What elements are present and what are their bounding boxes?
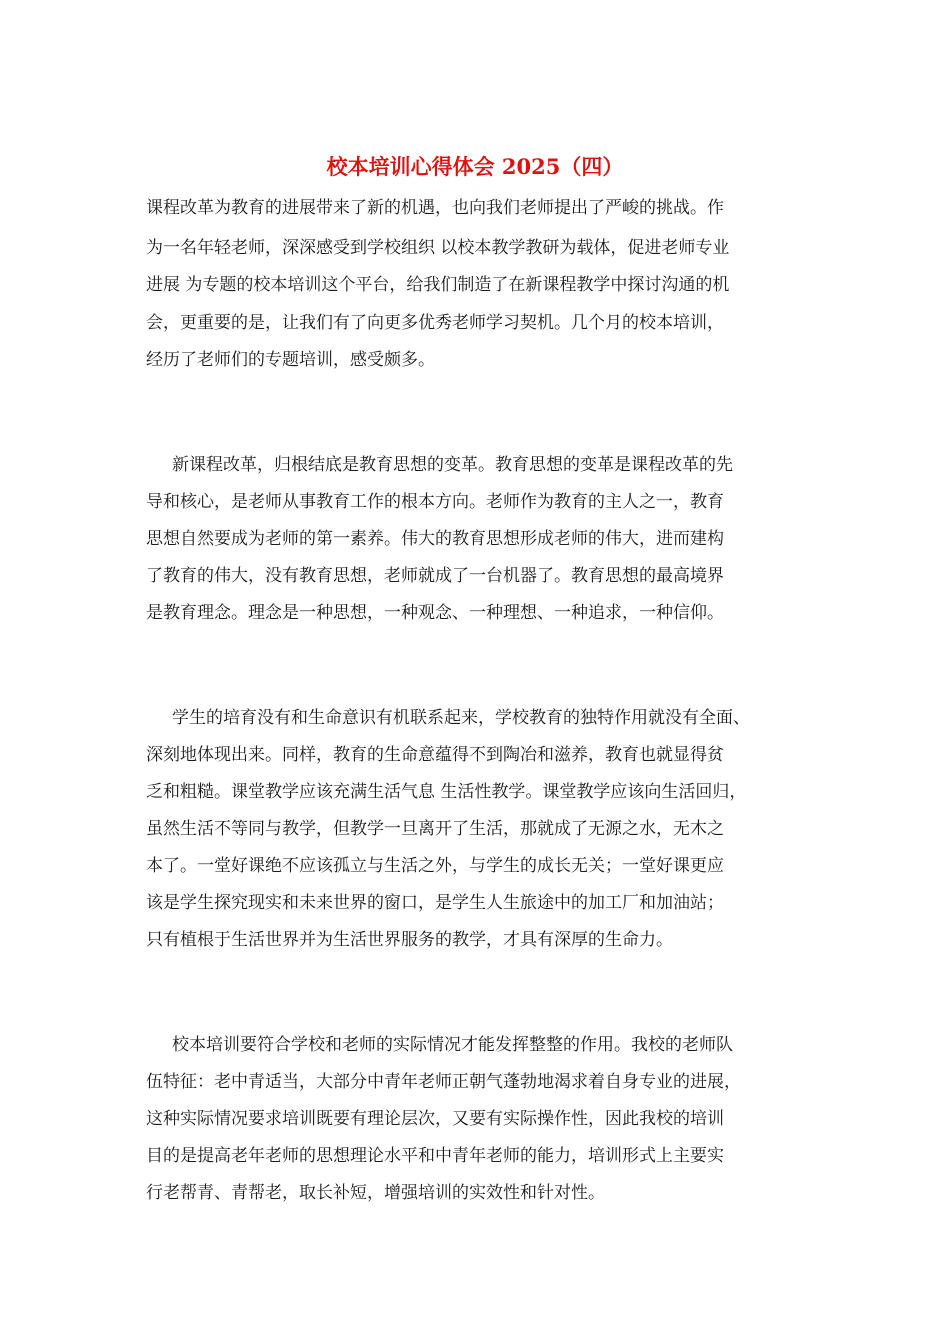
paragraph-1-line-4: 会，更重要的是，让我们有了向更多优秀老师学习契机。几个月的校本培训， (146, 313, 724, 333)
paragraph-3-line-6: 该是学生探究现实和未来世界的窗口，是学生人生旅途中的加工厂和加油站； (146, 893, 724, 913)
paragraph-1-line-1: 课程改革为教育的进展带来了新的机遇，也向我们老师提出了严峻的挑战。作 (146, 198, 724, 218)
paragraph-2-line-5: 是教育理念。理念是一种思想，一种观念、一种理想、一种追求，一种信仰。 (146, 603, 724, 623)
paragraph-1-line-3: 进展 为专题的校本培训这个平台，给我们制造了在新课程教学中探讨沟通的机 (146, 275, 730, 295)
paragraph-4-line-1: 校本培训要符合学校和老师的实际情况才能发挥整整的作用。我校的老师队 (172, 1035, 733, 1055)
paragraph-3-line-7: 只有植根于生活世界并为生活世界服务的教学，才具有深厚的生命力。 (146, 930, 673, 950)
paragraph-1-line-2: 为一名年轻老师，深深感受到学校组织 以校本教学教研为载体，促进老师专业 (146, 238, 730, 258)
paragraph-4-line-3: 这种实际情况要求培训既要有理论层次，又要有实际操作性，因此我校的培训 (146, 1109, 724, 1129)
document-title: 校本培训心得体会 2025（四） (326, 154, 624, 179)
paragraph-3-line-1: 学生的培育没有和生命意识有机联系起来，学校教育的独特作用就没有全面、 (172, 708, 750, 728)
paragraph-3-line-2: 深刻地体现出来。同样，教育的生命意蕴得不到陶冶和滋养，教育也就显得贫 (146, 745, 724, 765)
paragraph-3-line-5: 本了。一堂好课绝不应该孤立与生活之外，与学生的成长无关；一堂好课更应 (146, 856, 724, 876)
paragraph-4-line-4: 目的是提高老年老师的思想理论水平和中青年老师的能力，培训形式上主要实 (146, 1146, 724, 1166)
paragraph-3-line-3: 乏和粗糙。课堂教学应该充满生活气息 生活性教学。课堂教学应该向生活回归， (146, 782, 747, 802)
paragraph-4-line-5: 行老帮青、青帮老，取长补短，增强培训的实效性和针对性。 (146, 1183, 605, 1203)
paragraph-1-line-5: 经历了老师们的专题培训，感受颇多。 (146, 350, 435, 370)
paragraph-2-line-2: 导和核心，是老师从事教育工作的根本方向。老师作为教育的主人之一，教育 (146, 492, 724, 512)
paragraph-2-line-3: 思想自然要成为老师的第一素养。伟大的教育思想形成老师的伟大，进而建构 (146, 529, 724, 549)
paragraph-4-line-2: 伍特征：老中青适当，大部分中青年老师正朝气蓬勃地渴求着自身专业的进展， (146, 1072, 741, 1092)
paragraph-2-line-4: 了教育的伟大，没有教育思想，老师就成了一台机器了。教育思想的最高境界 (146, 566, 724, 586)
paragraph-2-line-1: 新课程改革，归根结底是教育思想的变革。教育思想的变革是课程改革的先 (172, 455, 733, 475)
paragraph-3-line-4: 虽然生活不等同与教学，但教学一旦离开了生活，那就成了无源之水，无木之 (146, 819, 724, 839)
